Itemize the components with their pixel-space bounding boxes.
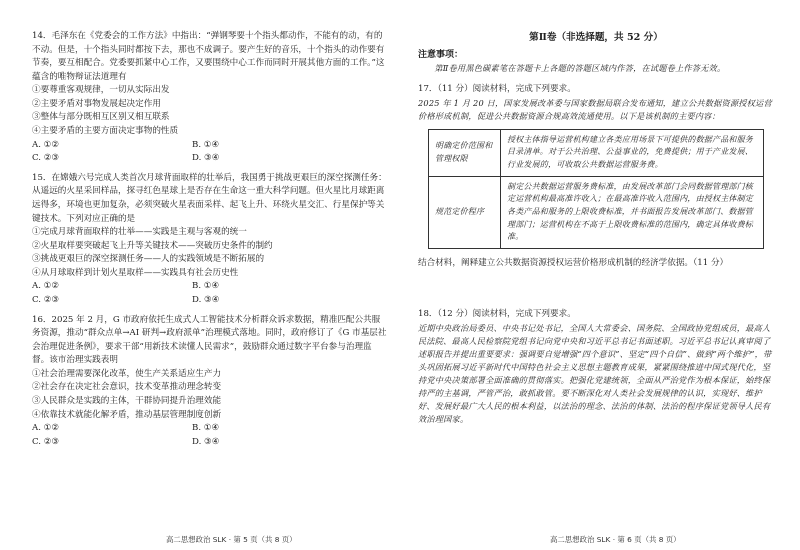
page-footer-right: 高二思想政治 SLK · 第 6 页（共 8 页） bbox=[550, 535, 681, 544]
question-18 bbox=[418, 308, 774, 425]
choice-d: D. ③④ bbox=[192, 153, 220, 164]
table-row bbox=[429, 176, 764, 248]
option-4: ④依靠技术就能化解矛盾，推动基层管理制度创新 bbox=[32, 409, 222, 420]
question-17-material: 2025 年 1 月 20 日，国家发展改革委与国家数据局联合发布通知，建立公共数据资源授权运营价格形成机制，促进公共数据资源合规高效流通使用。以下是该机制的主要内容： bbox=[418, 97, 772, 121]
question-16-stem: 16．2025 年 2 月，G 市政府依托生成式人工智能技术分析群众诉求数据，精准匹配公共服务资源，推动“群众点单→AI 研判→政府派单”治理模式落地。同时，政府修订了《G 市基层社会治理促进条例》，要求干部“用新技术读懂人民需求”，鼓励群众通过数字平台参与治理监督。该市治理实践表明 bbox=[32, 314, 387, 366]
question-14-stem: 14．毛泽东在《党委会的工作方法》中指出：“弹钢琴要十个指头都动作，不能有的动，有的不动。但是，十个指头同时都按下去，那也不成调子。要产生好的音乐，十个指头的动作要有节奏，要互相配合。党委要抓紧中心工作，又要围绕中心工作而同时开展其他方面的工作。”这蕴含的唯物辩证法道理有 bbox=[32, 31, 385, 82]
question-17-ask: 结合材料，阐释建立公共数据资源授权运营价格形成机制的经济学依据。（11 分） bbox=[418, 257, 729, 268]
choice-a: A. ①② bbox=[32, 139, 60, 150]
option-1: ①社会治理需要深化改革，使生产关系适应生产力 bbox=[32, 368, 222, 379]
choice-d: D. ③④ bbox=[192, 294, 220, 305]
option-3: ③人民群众是实践的主体，干群协同提升治理效能 bbox=[32, 396, 222, 407]
option-4: ④主要矛盾的主要方面决定事物的性质 bbox=[32, 126, 179, 137]
choice-c: C. ②③ bbox=[32, 436, 60, 447]
choice-d: D. ③④ bbox=[192, 436, 220, 447]
answer-choices bbox=[32, 280, 388, 307]
choice-b: B. ①④ bbox=[192, 139, 220, 150]
option-3: ③整体与部分既相互区别又相互联系 bbox=[32, 112, 170, 123]
notice-text: 第Ⅱ卷用黑色碳素笔在答题卡上各题的答题区域内作答，在试题卷上作答无效。 bbox=[434, 63, 726, 74]
row-content: 授权主体指导运营机构建立各类应用场景下可提供的数据产品和服务目录清单。对于公共治理、公益事业的，免费提供；用于产业发展、行业发展的，可收取公共数据运营服务费。 bbox=[501, 129, 764, 176]
choice-a: A. ①② bbox=[32, 281, 60, 292]
question-18-head: 18．（12 分）阅读材料，完成下列要求。 bbox=[418, 309, 576, 320]
question-15 bbox=[32, 172, 388, 308]
question-17-head: 17．（11 分）阅读材料，完成下列要求。 bbox=[418, 84, 576, 95]
answer-choices bbox=[32, 139, 388, 166]
right-page bbox=[418, 30, 774, 432]
question-18-material: 近期中央政治局委员、中央书记处书记，全国人大常委会、国务院、全国政协党组成员，最高人民法院、最高人民检察院党组书记向党中央和习近平总书记书面述职。习近平总书记认真审阅了述职报告并提出重要要求：强调要自觉增强“四个意识”、坚定“四个自信”、做到“两个维护”，带头巩固拓展习近平新时代中国特色社会主义思想主题教育成果，紧紧围绕推进中国式现代化，坚持党中央决策部署全面准确的贯彻落实。把强化党建统领，全面从严治党作为根本保证，始终保持严的主基调，严管严治，敢抓敢管。要不断深化对人类社会发展规律的认识，实现好、维护好、发展好最广大人民的根本利益，以法治的理念、法治的体制、法治的程序保证党领导人民有效治理国家。 bbox=[418, 322, 772, 424]
choice-b: B. ①④ bbox=[192, 423, 220, 434]
option-1: ①要尊重客观规律，一切从实际出发 bbox=[32, 85, 170, 96]
answer-choices bbox=[32, 422, 388, 449]
choice-a: A. ①② bbox=[32, 423, 60, 434]
question-15-stem: 15．在嫦娥六号完成人类首次月球背面取样的壮举后，我国勇于挑战更艰巨的深空探测任务：从遥远的火星采回样品，探寻红色星球上是否存在生命这一重大科学问题。但火星比月球距离远得多，环境也更加复杂，必须突破火星表面采样、起飞上升、环绕火星交汇、行星保护等关键技术。下列对应正确的是 bbox=[32, 172, 387, 224]
option-3: ③挑战更艰巨的深空探测任务——人的实践领域是不断拓展的 bbox=[32, 254, 265, 265]
row-label: 规范定价程序 bbox=[429, 176, 501, 248]
option-2: ②社会存在决定社会意识，技术变革推动理念转变 bbox=[32, 382, 222, 393]
option-1: ①完成月球背面取样的壮举——实践是主观与客观的统一 bbox=[32, 227, 247, 238]
question-17 bbox=[418, 83, 774, 270]
mechanism-table bbox=[428, 129, 764, 249]
page-footer-left: 高二思想政治 SLK · 第 5 页（共 8 页） bbox=[166, 535, 297, 544]
section-title: 第Ⅱ卷（非选择题，共 52 分） bbox=[529, 32, 663, 43]
option-2: ②主要矛盾对事物发展起决定作用 bbox=[32, 98, 161, 109]
row-content: 制定公共数据运营服务费标准，由发展改革部门会同数据管理部门核定运营机构最高准许收入；在最高准许收入范围内，由授权主体制定各类产品和服务的上限收费标准，并书面报告发展改革部门、数据管理部门；运营机构在不高于上限收费标准的范围内，确定具体收费标准。 bbox=[501, 176, 764, 248]
row-label: 明确定价范围和管理权限 bbox=[429, 129, 501, 176]
left-page bbox=[32, 30, 388, 455]
choice-c: C. ②③ bbox=[32, 294, 60, 305]
choice-c: C. ②③ bbox=[32, 153, 60, 164]
option-4: ④从月球取样到计划火星取样——实践具有社会历史性 bbox=[32, 267, 239, 278]
question-16 bbox=[32, 314, 388, 450]
table-row bbox=[429, 129, 764, 176]
question-14 bbox=[32, 30, 388, 166]
option-2: ②火星取样要突破起飞上升等关键技术——突破历史条件的制约 bbox=[32, 240, 273, 251]
choice-b: B. ①④ bbox=[192, 281, 220, 292]
notice-heading: 注意事项： bbox=[418, 50, 464, 61]
